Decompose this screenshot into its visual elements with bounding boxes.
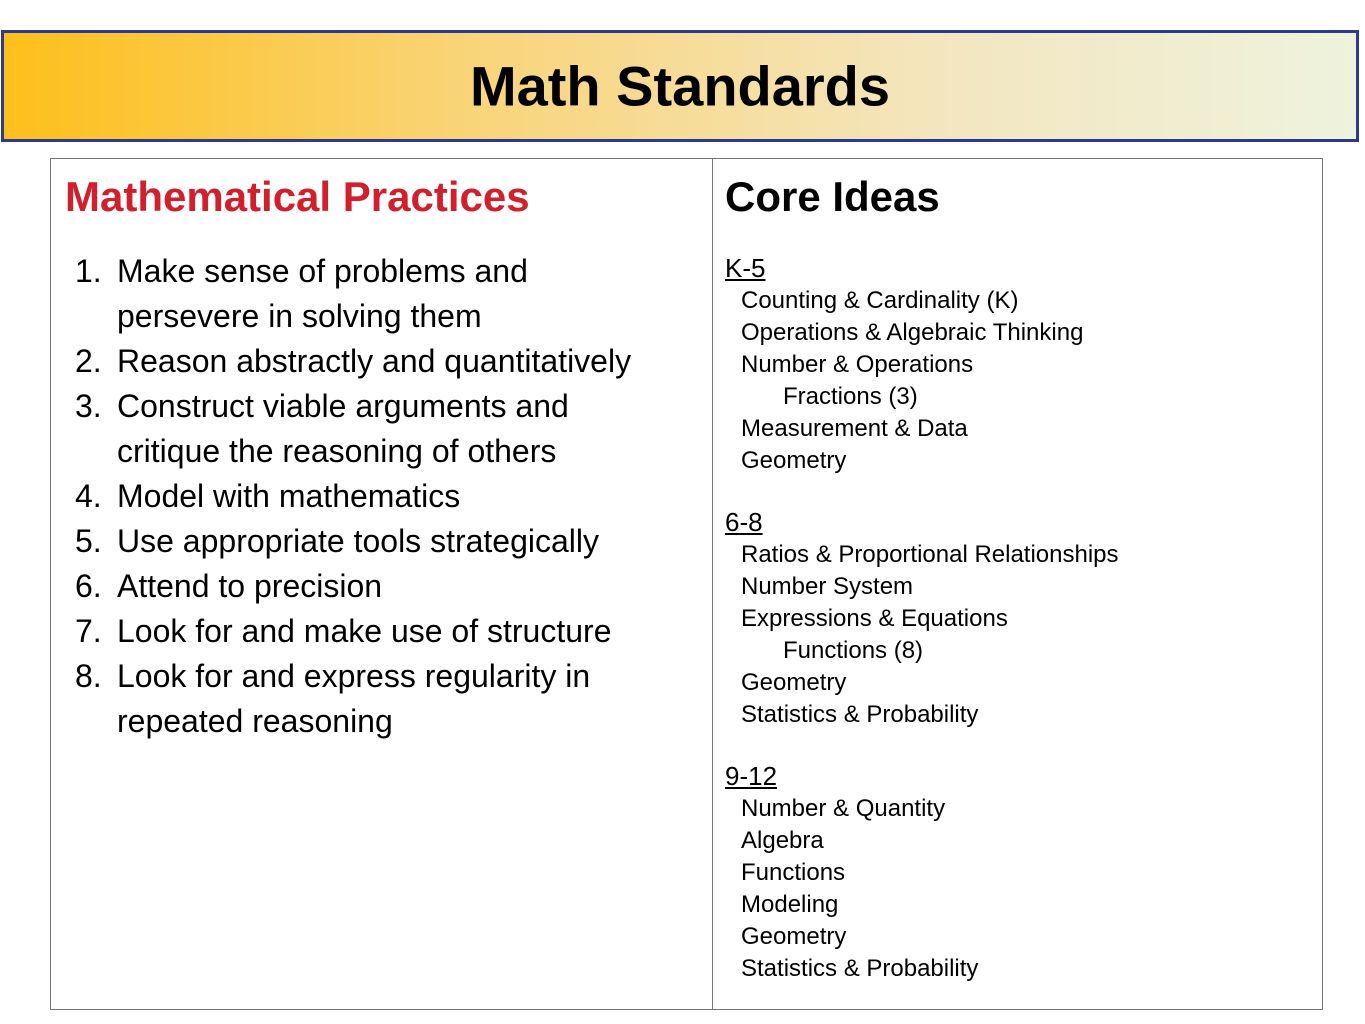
practice-text: Make sense of problems and persevere in solving them xyxy=(117,253,528,334)
column-divider xyxy=(712,159,713,1009)
core-topic: Statistics & Probability xyxy=(741,701,979,728)
practices-heading: Mathematical Practices xyxy=(65,173,530,220)
practice-item xyxy=(75,564,675,609)
grade-band-label: 9-12 xyxy=(725,761,778,791)
core-topic: Expressions & Equations xyxy=(741,605,1008,632)
grade-band-label: 6-8 xyxy=(725,507,763,537)
grade-band-group xyxy=(725,505,1285,731)
practice-number: 4. xyxy=(75,478,102,514)
core-topic: Algebra xyxy=(741,827,824,854)
title-banner xyxy=(1,30,1359,142)
practice-item xyxy=(75,474,675,519)
practice-number: 7. xyxy=(75,613,102,649)
practice-text: Model with mathematics xyxy=(117,478,461,514)
practice-item xyxy=(75,384,675,474)
practice-item xyxy=(75,609,675,654)
core-topic: Number & Quantity xyxy=(741,795,946,822)
page-title: Math Standards xyxy=(469,54,891,118)
core-topic: Geometry xyxy=(741,923,847,950)
core-topic: Number System xyxy=(741,573,914,600)
core-topic: Modeling xyxy=(741,891,839,918)
standards-table xyxy=(50,158,1323,1010)
practice-text: Use appropriate tools strategically xyxy=(117,523,600,559)
practice-item xyxy=(75,519,675,564)
core-ideas-list xyxy=(725,251,1285,985)
practice-text: Look for and express regularity in repeated reasoning xyxy=(117,658,591,739)
practice-text: Look for and make use of structure xyxy=(117,613,612,649)
practice-text: Construct viable arguments and critique the reasoning of others xyxy=(117,388,569,469)
grade-band-group xyxy=(725,251,1285,477)
practices-list xyxy=(75,249,675,744)
core-topic: Geometry xyxy=(741,447,847,474)
practice-number: 6. xyxy=(75,568,102,604)
practice-number: 3. xyxy=(75,388,102,424)
practice-number: 8. xyxy=(75,658,102,694)
practice-number: 5. xyxy=(75,523,102,559)
core-topic: Statistics & Probability xyxy=(741,955,979,982)
core-topic: Functions (8) xyxy=(783,637,924,664)
core-ideas-heading: Core Ideas xyxy=(725,173,940,220)
practice-text: Reason abstractly and quantitatively xyxy=(117,343,632,379)
practice-text: Attend to precision xyxy=(117,568,383,604)
core-topic: Functions xyxy=(741,859,846,886)
grade-band-label: K-5 xyxy=(725,253,766,283)
core-topic: Number & Operations xyxy=(741,351,974,378)
grade-band-group xyxy=(725,759,1285,985)
practice-number: 2. xyxy=(75,343,102,379)
core-topic: Operations & Algebraic Thinking xyxy=(741,319,1084,346)
core-topic: Measurement & Data xyxy=(741,415,968,442)
practice-item xyxy=(75,654,675,744)
practice-item xyxy=(75,249,675,339)
core-topic: Geometry xyxy=(741,669,847,696)
core-topic: Ratios & Proportional Relationships xyxy=(741,541,1119,568)
practice-item xyxy=(75,339,675,384)
core-topic: Counting & Cardinality (K) xyxy=(741,287,1019,314)
practice-number: 1. xyxy=(75,253,102,289)
core-topic: Fractions (3) xyxy=(783,383,918,410)
